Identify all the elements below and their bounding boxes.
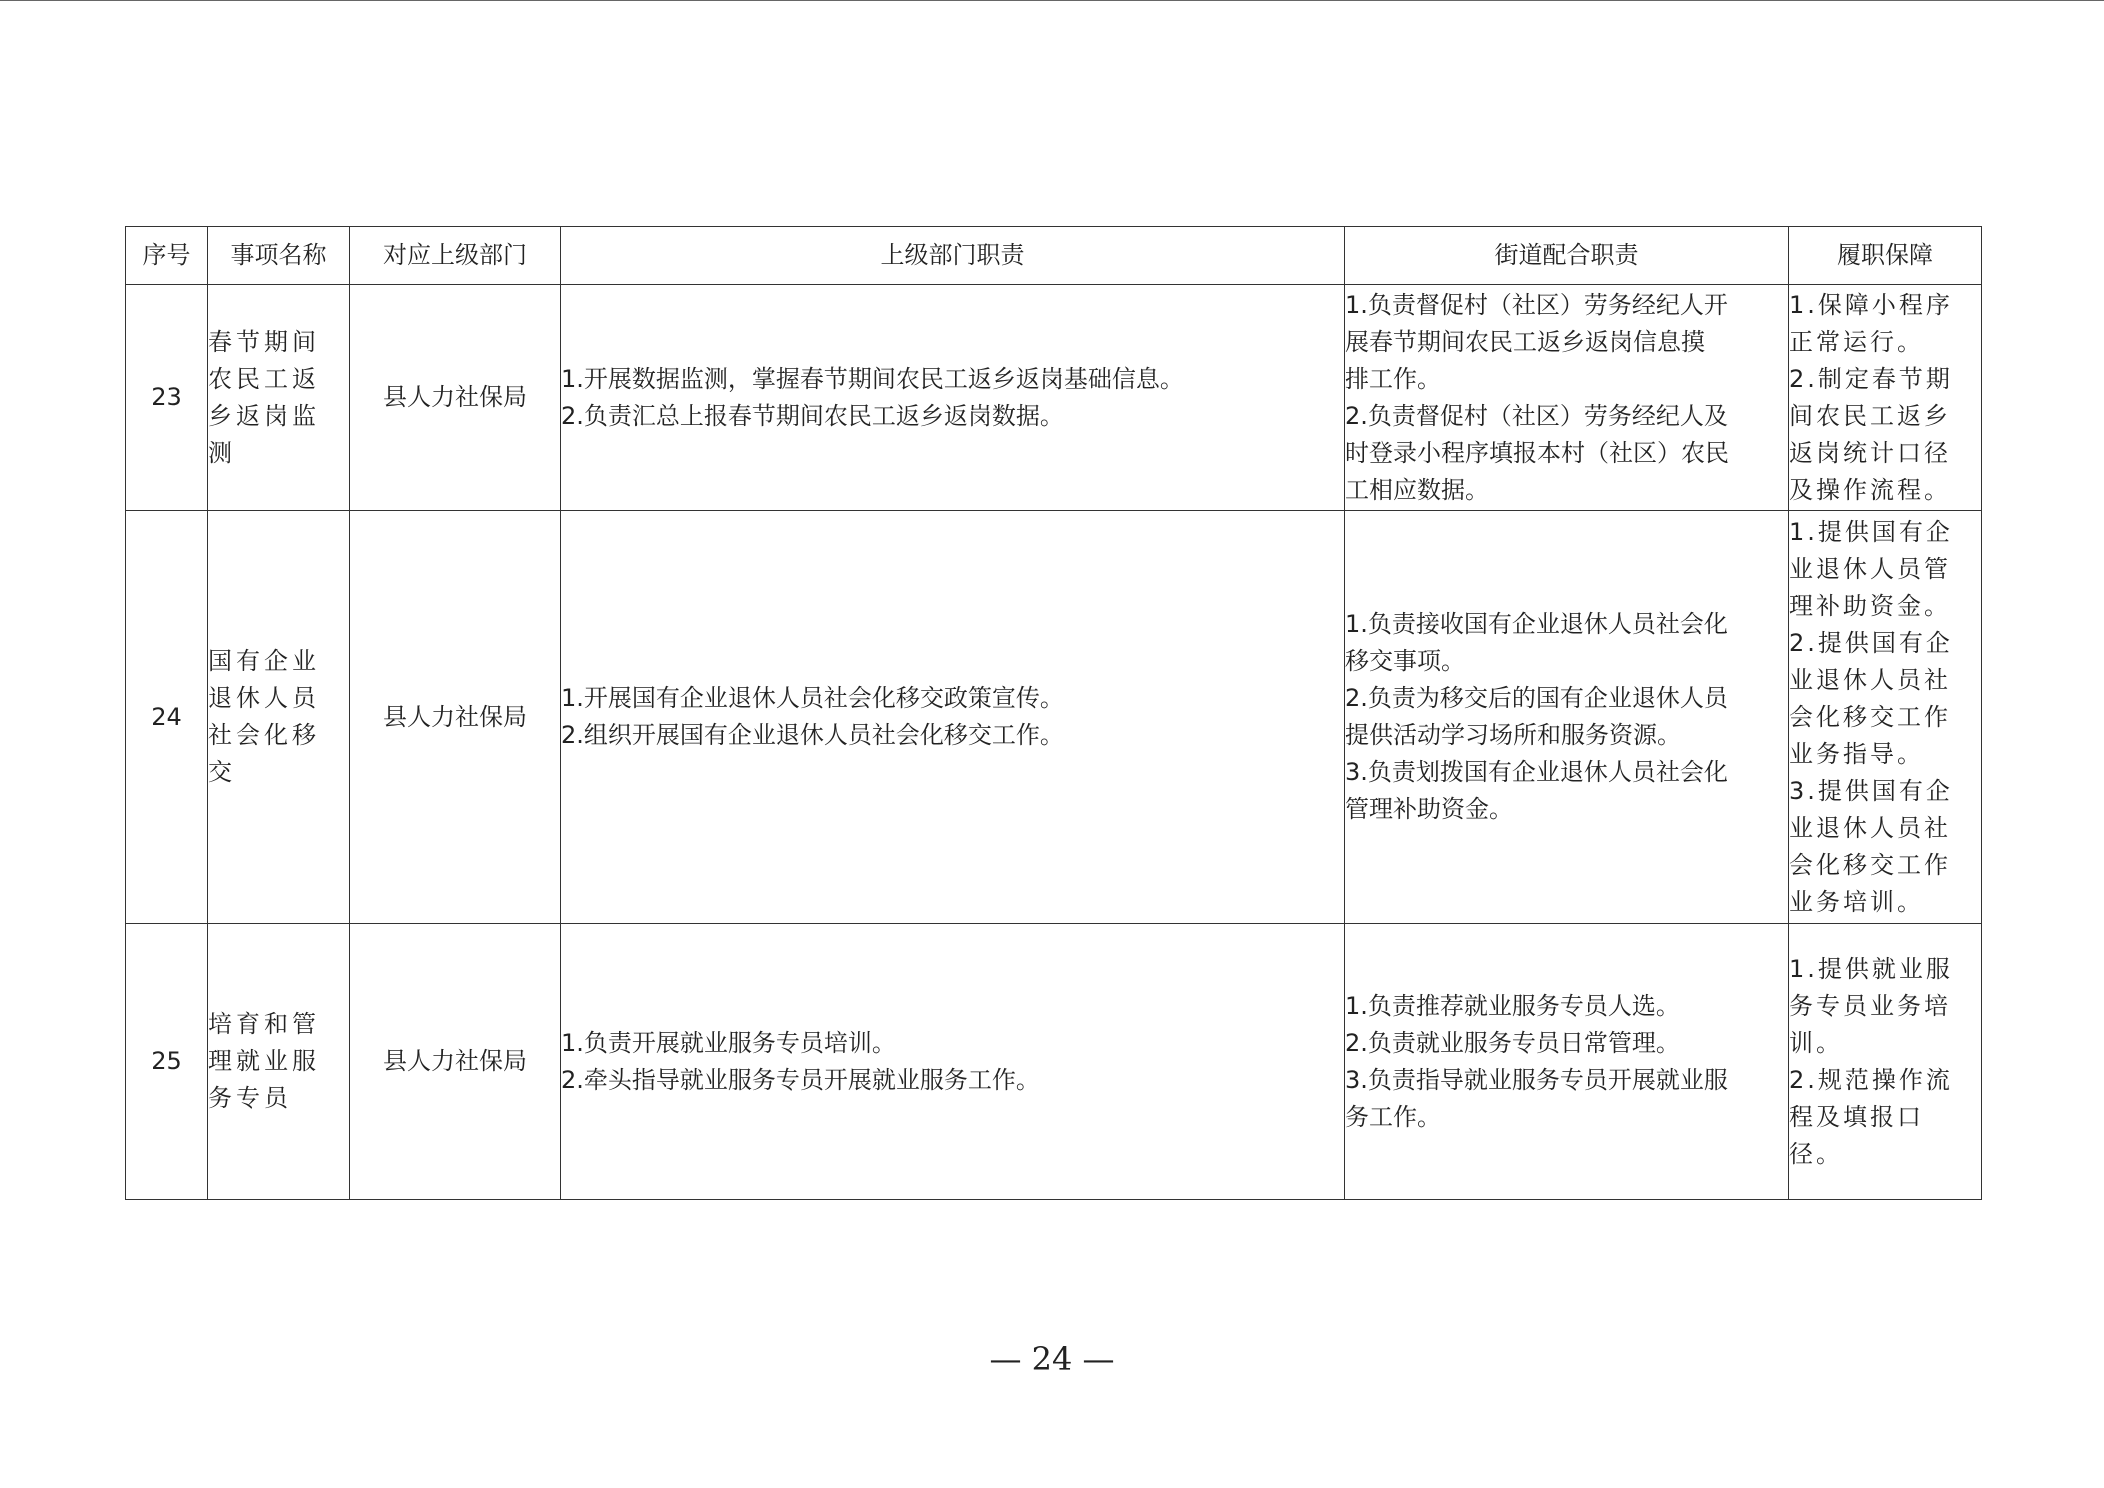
item-name-line: 春节期间 (208, 327, 320, 356)
guarantee-line: 径。 (1789, 1139, 1843, 1168)
upper-duty-line: 2.组织开展国有企业退休人员社会化移交工作。 (561, 721, 1064, 749)
guarantee-cell (1789, 285, 1982, 511)
guarantee-cell (1789, 924, 1982, 1200)
upper-duties-cell (561, 924, 1345, 1200)
item-name-line: 务专员 (208, 1084, 292, 1112)
item-name-line: 退休人员 (208, 684, 320, 712)
item-name-line: 乡返岗监 (208, 401, 320, 430)
upper-duty-line: 1.开展国有企业退休人员社会化移交政策宣传。 (561, 684, 1064, 712)
header-upper-duties: 上级部门职责 (561, 227, 1345, 285)
table-row (126, 285, 1982, 511)
item-name-cell (208, 924, 350, 1200)
page-number: — 24 — (989, 1340, 1115, 1378)
street-duty-line: 3.负责划拨国有企业退休人员社会化 (1345, 758, 1728, 786)
guarantee-cell (1789, 511, 1982, 924)
guarantee-line: 间农民工返乡 (1789, 401, 1951, 430)
guarantee-line: 业务培训。 (1789, 887, 1924, 916)
header-street-duties: 街道配合职责 (1345, 227, 1789, 285)
guarantee-line: 2.制定春节期 (1789, 364, 1953, 393)
item-name-line: 测 (208, 438, 236, 467)
street-duty-line: 2.负责督促村（社区）劳务经纪人及 (1345, 401, 1728, 430)
guarantee-line: 1.提供就业服 (1789, 954, 1953, 983)
department-cell: 县人力社保局 (350, 285, 561, 511)
guarantee-line: 会化移交工作 (1789, 702, 1951, 731)
table-row (126, 924, 1982, 1200)
guarantee-line: 2.提供国有企 (1789, 628, 1953, 657)
guarantee-line: 会化移交工作 (1789, 850, 1951, 879)
item-name-line: 国有企业 (208, 647, 320, 675)
upper-duty-line: 1.开展数据监测，掌握春节期间农民工返乡返岗基础信息。 (561, 364, 1184, 393)
street-duties-cell (1345, 285, 1789, 511)
street-duty-line: 移交事项。 (1345, 647, 1465, 675)
guarantee-line: 2.规范操作流 (1789, 1065, 1953, 1094)
street-duties-cell (1345, 511, 1789, 924)
item-name-line: 培育和管 (208, 1010, 320, 1038)
item-name-line: 农民工返 (208, 364, 320, 393)
item-name-cell (208, 511, 350, 924)
street-duty-line: 排工作。 (1345, 364, 1441, 393)
item-name-line: 交 (208, 758, 236, 786)
guarantee-line: 程及填报口 (1789, 1102, 1924, 1131)
street-duty-line: 2.负责为移交后的国有企业退休人员 (1345, 684, 1728, 712)
upper-duties-cell (561, 285, 1345, 511)
street-duty-line: 务工作。 (1345, 1102, 1441, 1131)
item-name-line: 理就业服 (208, 1047, 320, 1075)
table-header-row (126, 227, 1982, 285)
top-border-line (0, 0, 2104, 1)
street-duty-line: 工相应数据。 (1345, 475, 1489, 504)
header-guarantee: 履职保障 (1789, 227, 1982, 285)
street-duty-line: 3.负责指导就业服务专员开展就业服 (1345, 1065, 1728, 1094)
header-department: 对应上级部门 (350, 227, 561, 285)
upper-duty-line: 2.负责汇总上报春节期间农民工返乡返岗数据。 (561, 401, 1064, 430)
department-cell: 县人力社保局 (350, 924, 561, 1200)
guarantee-line: 业退休人员管 (1789, 554, 1951, 583)
street-duty-line: 2.负责就业服务专员日常管理。 (1345, 1028, 1680, 1057)
upper-duty-line: 2.牵头指导就业服务专员开展就业服务工作。 (561, 1065, 1040, 1094)
guarantee-line: 正常运行。 (1789, 327, 1924, 356)
department-cell: 县人力社保局 (350, 511, 561, 924)
upper-duties-cell (561, 511, 1345, 924)
guarantee-line: 1.提供国有企 (1789, 517, 1953, 546)
guarantee-line: 务专员业务培 (1789, 991, 1951, 1020)
guarantee-line: 3.提供国有企 (1789, 776, 1953, 805)
guarantee-line: 返岗统计口径 (1789, 438, 1951, 467)
table-row (126, 511, 1982, 924)
street-duty-line: 1.负责督促村（社区）劳务经纪人开 (1345, 290, 1728, 319)
street-duties-cell (1345, 924, 1789, 1200)
street-duty-line: 1.负责接收国有企业退休人员社会化 (1345, 610, 1728, 638)
guarantee-line: 业务指导。 (1789, 739, 1924, 768)
header-item-name: 事项名称 (208, 227, 350, 285)
row-index: 24 (126, 511, 208, 924)
row-index: 25 (126, 924, 208, 1200)
guarantee-line: 及操作流程。 (1789, 475, 1951, 504)
guarantee-line: 1.保障小程序 (1789, 290, 1953, 319)
header-index: 序号 (126, 227, 208, 285)
row-index: 23 (126, 285, 208, 511)
street-duty-line: 展春节期间农民工返乡返岗信息摸 (1345, 327, 1705, 356)
duty-table (125, 226, 1982, 1200)
street-duty-line: 时登录小程序填报本村（社区）农民 (1345, 438, 1729, 467)
guarantee-line: 理补助资金。 (1789, 591, 1951, 620)
item-name-cell (208, 285, 350, 511)
upper-duty-line: 1.负责开展就业服务专员培训。 (561, 1028, 896, 1057)
guarantee-line: 业退休人员社 (1789, 665, 1951, 694)
street-duty-line: 提供活动学习场所和服务资源。 (1345, 721, 1681, 749)
guarantee-line: 训。 (1789, 1028, 1843, 1057)
guarantee-line: 业退休人员社 (1789, 813, 1951, 842)
street-duty-line: 1.负责推荐就业服务专员人选。 (1345, 991, 1680, 1020)
item-name-line: 社会化移 (208, 721, 320, 749)
street-duty-line: 管理补助资金。 (1345, 795, 1513, 823)
